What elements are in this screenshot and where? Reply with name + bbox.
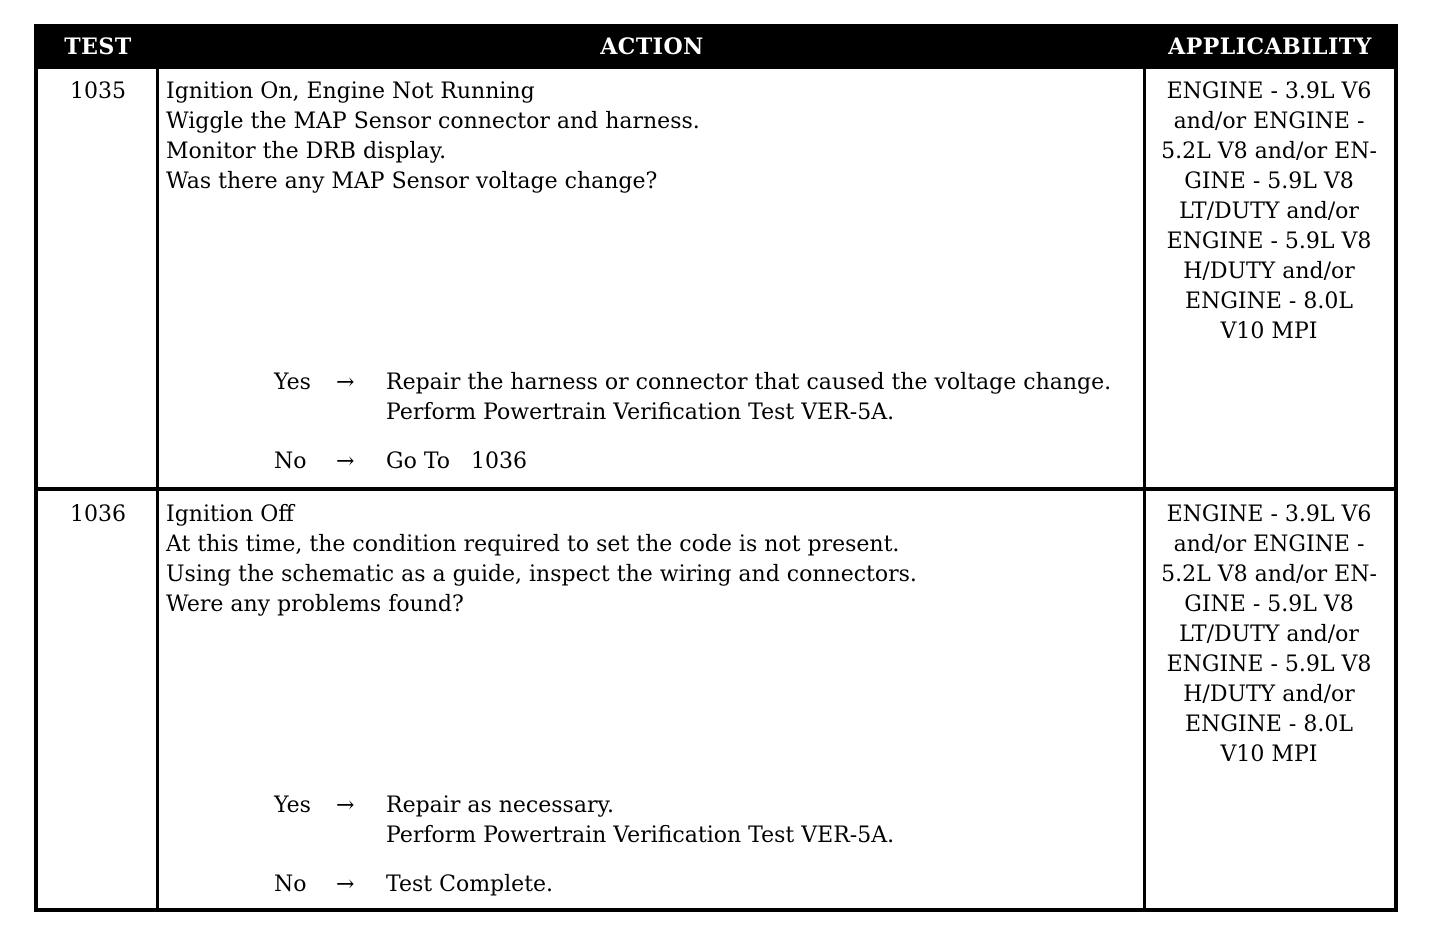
action-line: Ignition Off xyxy=(166,502,294,527)
no-result: Go To 1036 xyxy=(386,449,527,474)
action-line: At this time, the condition required to set the code is not present. xyxy=(166,532,900,557)
right-arrow-icon: → xyxy=(336,793,355,818)
diagnostic-test-table xyxy=(34,24,1398,912)
applicability-line: V10 MPI xyxy=(1220,319,1318,344)
yes-branch xyxy=(274,368,1134,428)
applicability-text xyxy=(1146,500,1392,770)
no-label: No xyxy=(274,872,307,897)
yes-result-line: Repair the harness or connector that caused the voltage change. xyxy=(386,370,1112,395)
applicability-line: H/DUTY and/or xyxy=(1183,682,1355,707)
header-test: TEST xyxy=(64,34,132,60)
yes-label: Yes xyxy=(274,793,311,818)
applicability-line: GINE - 5.9L V8 xyxy=(1184,592,1354,617)
applicability-line: 5.2L V8 and/or EN- xyxy=(1161,562,1377,587)
test-number: 1035 xyxy=(70,79,126,104)
yes-result-line: Repair as necessary. xyxy=(386,793,614,818)
applicability-line: H/DUTY and/or xyxy=(1183,259,1355,284)
header-action: ACTION xyxy=(600,34,704,60)
applicability-line: ENGINE - 3.9L V6 xyxy=(1166,79,1372,104)
applicability-line: and/or ENGINE - xyxy=(1173,532,1365,557)
yes-result-line: Perform Powertrain Verification Test VER-5A. xyxy=(386,823,895,848)
action-line: Were any problems found? xyxy=(166,592,464,617)
action-line: Using the schematic as a guide, inspect the wiring and connectors. xyxy=(166,562,917,587)
header-applicability: APPLICABILITY xyxy=(1168,34,1372,60)
action-steps xyxy=(166,500,917,620)
right-arrow-icon: → xyxy=(336,872,355,897)
yes-label: Yes xyxy=(274,370,311,395)
applicability-line: LT/DUTY and/or xyxy=(1179,199,1359,224)
row-divider xyxy=(38,487,1394,491)
yes-result xyxy=(386,368,1111,428)
test-number: 1036 xyxy=(70,502,126,527)
table-header xyxy=(38,28,1394,66)
yes-result-line: Perform Powertrain Verification Test VER-5A. xyxy=(386,400,895,425)
no-result: Test Complete. xyxy=(386,872,554,897)
applicability-line: 5.2L V8 and/or EN- xyxy=(1161,139,1377,164)
applicability-line: and/or ENGINE - xyxy=(1173,109,1365,134)
action-line: Wiggle the MAP Sensor connector and harness. xyxy=(166,109,700,134)
yes-branch xyxy=(274,791,1134,851)
applicability-text xyxy=(1146,77,1392,347)
applicability-line: LT/DUTY and/or xyxy=(1179,622,1359,647)
applicability-line: ENGINE - 5.9L V8 xyxy=(1166,229,1372,254)
no-branch xyxy=(274,447,1134,477)
header-divider xyxy=(38,66,1394,69)
no-branch xyxy=(274,870,1134,900)
applicability-line: ENGINE - 3.9L V6 xyxy=(1166,502,1372,527)
applicability-line: ENGINE - 8.0L xyxy=(1185,712,1353,737)
applicability-line: GINE - 5.9L V8 xyxy=(1184,169,1354,194)
right-arrow-icon: → xyxy=(336,370,355,395)
action-line: Ignition On, Engine Not Running xyxy=(166,79,535,104)
action-line: Was there any MAP Sensor voltage change? xyxy=(166,169,658,194)
action-line: Monitor the DRB display. xyxy=(166,139,447,164)
applicability-line: ENGINE - 5.9L V8 xyxy=(1166,652,1372,677)
no-label: No xyxy=(274,449,307,474)
applicability-line: ENGINE - 8.0L xyxy=(1185,289,1353,314)
applicability-line: V10 MPI xyxy=(1220,742,1318,767)
right-arrow-icon: → xyxy=(336,449,355,474)
action-steps xyxy=(166,77,700,197)
yes-result xyxy=(386,791,894,851)
